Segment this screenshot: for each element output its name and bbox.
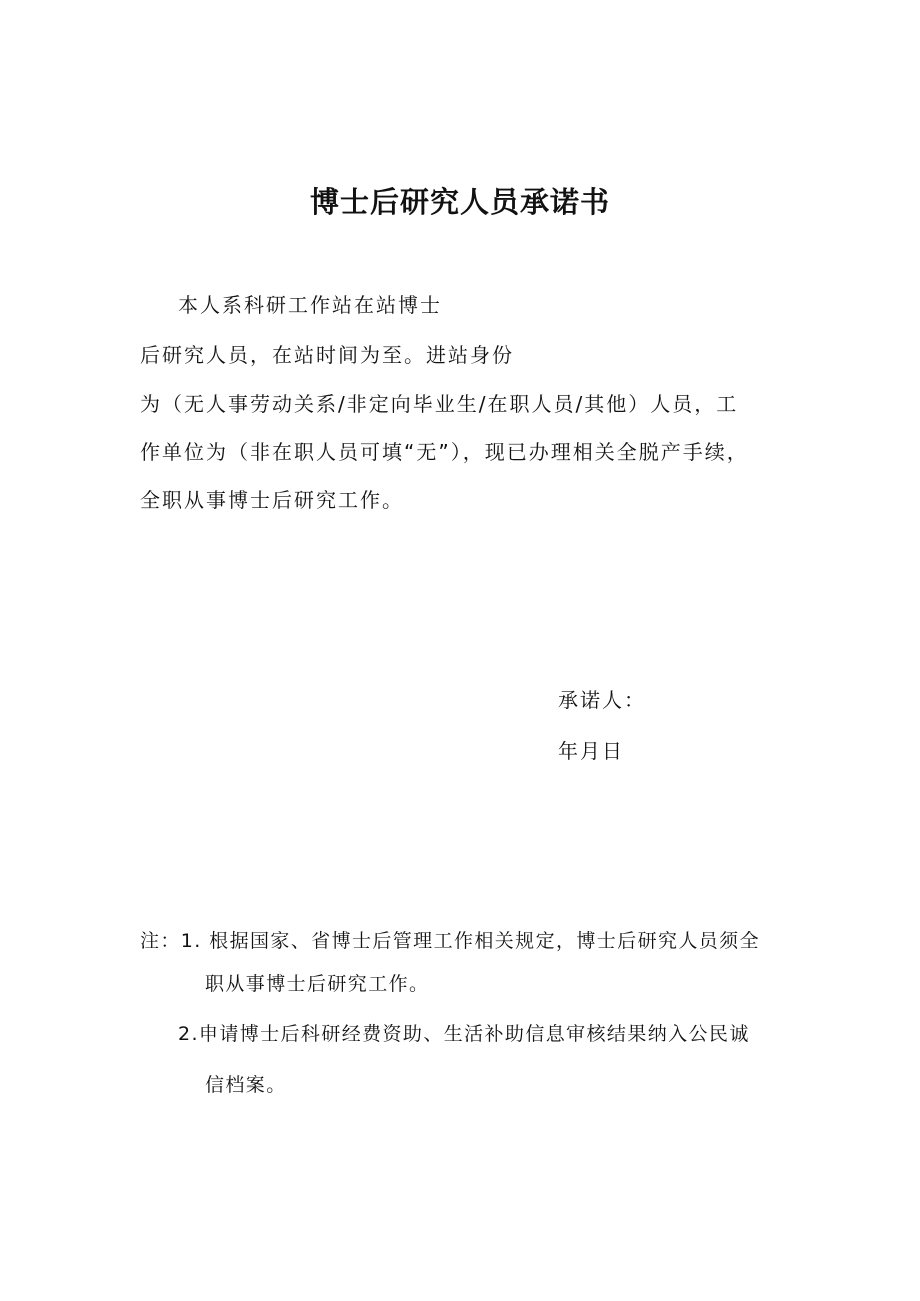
document-title: 博士后研究人员承诺书 bbox=[309, 185, 610, 219]
body-line-3: 为（无人事劳动关系/非定向毕业生/在职人员/其他）人员，工 bbox=[140, 392, 739, 416]
note-line-1-continued: 职从事博士后研究工作。 bbox=[205, 973, 430, 995]
note-line-1: 注：1. 根据国家、省博士后管理工作相关规定，博士后研究人员须全 bbox=[140, 930, 760, 952]
promisor-label: 承诺人： bbox=[558, 688, 646, 712]
note-line-2: 2.申请博士后科研经费资助、生活补助信息审核结果纳入公民诚 bbox=[178, 1023, 750, 1045]
body-line-1: 本人系科研工作站在站博士 bbox=[178, 293, 442, 317]
body-line-2: 后研究人员，在站时间为至。进站身份 bbox=[140, 343, 514, 367]
body-line-5: 全职从事博士后研究工作。 bbox=[140, 488, 404, 512]
date-label: 年月日 bbox=[558, 739, 624, 763]
body-line-4: 作单位为（非在职人员可填“无”），现已办理相关全脱产手续， bbox=[140, 440, 749, 464]
note-line-2-continued: 信档案。 bbox=[205, 1074, 287, 1096]
